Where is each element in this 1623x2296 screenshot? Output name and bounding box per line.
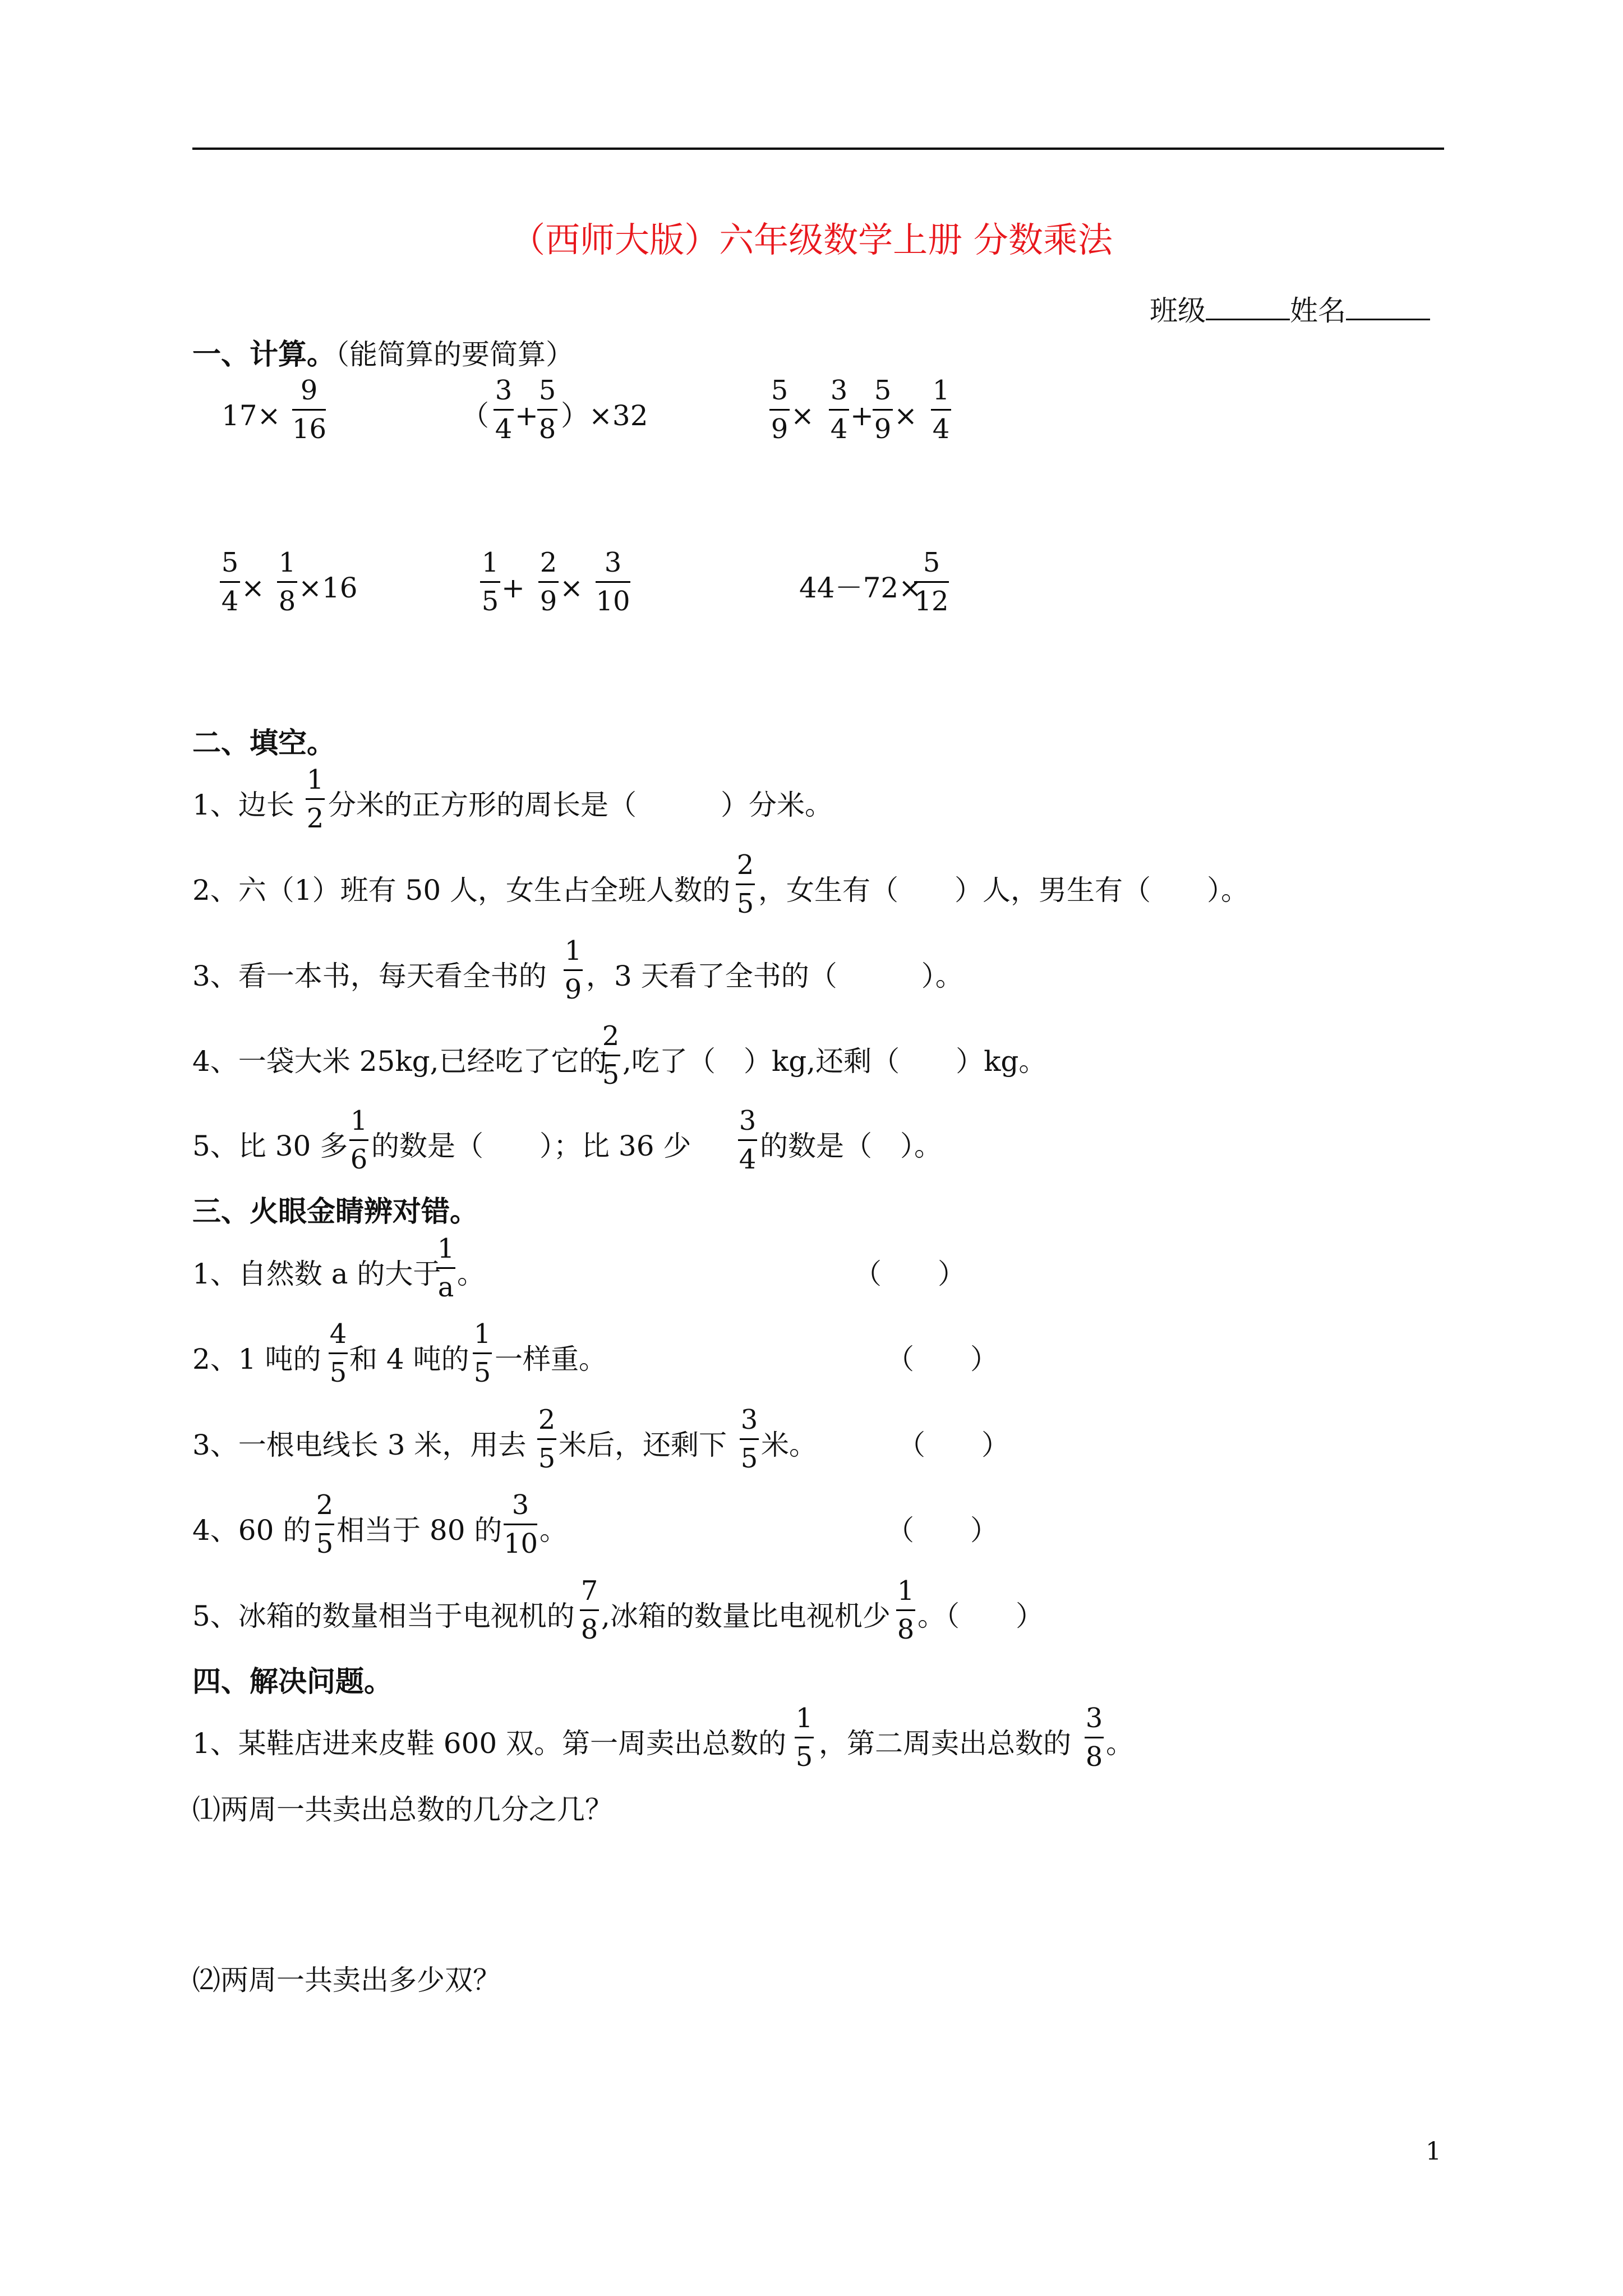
judge-2-answer-paren[interactable]: （ ）: [886, 1343, 998, 1375]
judge-2-text-c: 一样重。: [495, 1343, 607, 1375]
problem-1-fraction-2: 3 8: [1085, 1703, 1103, 1773]
page-number: 1: [1426, 2137, 1441, 2166]
name-blank[interactable]: [1346, 292, 1430, 320]
fill-3-text-b: ，3 天看了全书的（ ）。: [586, 960, 963, 992]
calc-3-op-2: +: [850, 399, 874, 432]
calc-4-post: ×16: [298, 572, 358, 604]
class-blank[interactable]: [1206, 292, 1290, 320]
judge-5-text-c: 。（ ）: [917, 1600, 1044, 1632]
fill-2-text-a: 2、六（1）班有 50 人，女生占全班人数的: [192, 874, 731, 907]
section-1-heading: 一、计算。（能简算的要简算）: [192, 338, 574, 371]
calc-2-fraction-1: 3 4: [494, 375, 514, 445]
judge-5-text-b: ,冰箱的数量比电视机少: [601, 1600, 891, 1632]
class-label: 班级: [1150, 295, 1206, 327]
calc-5-fraction-3: 3 10: [596, 547, 630, 617]
judge-4-text-b: 相当于 80 的: [336, 1514, 502, 1547]
fill-5-fraction-2: 3 4: [739, 1105, 757, 1175]
name-label: 姓名: [1290, 295, 1346, 327]
class-name-line: [1150, 292, 1430, 328]
section-4-heading: 四、解决问题。: [192, 1665, 393, 1699]
judge-4-text-a: 4、60 的: [192, 1514, 311, 1547]
judge-2-fraction-1: 4 5: [329, 1318, 347, 1388]
fill-3-text-a: 3、看一本书，每天看全书的: [192, 960, 547, 992]
fill-4-fraction: 2 5: [602, 1020, 620, 1091]
problem-1-subquestion-2: ⑵两周一共卖出多少双？: [192, 1964, 501, 1996]
calc-3-fraction-4: 1 4: [931, 375, 951, 445]
header-rule: [192, 148, 1444, 150]
section-2-heading: 二、填空。: [192, 727, 336, 760]
judge-3-fraction-1: 2 5: [538, 1404, 556, 1474]
calc-2-open: （: [461, 399, 489, 432]
judge-2-fraction-2: 1 5: [473, 1318, 491, 1388]
calc-5-op-1: +: [501, 572, 525, 604]
problem-1-text-a: 1、某鞋店进来皮鞋 600 双。第一周卖出总数的: [192, 1727, 787, 1760]
calc-5-op-2: ×: [560, 572, 583, 604]
fill-5-fraction-1: 1 6: [350, 1105, 368, 1175]
calc-6-prefix: 44－72×: [799, 572, 923, 604]
judge-4-answer-paren[interactable]: （ ）: [886, 1514, 998, 1547]
judge-1-text-b: 。: [457, 1258, 485, 1290]
judge-1-fraction: 1 a: [437, 1233, 455, 1303]
fill-2-fraction: 2 5: [736, 849, 754, 919]
judge-5-fraction-2: 1 8: [897, 1575, 915, 1645]
fill-5-text-c: 的数是（ ）。: [760, 1130, 942, 1162]
judge-3-text-a: 3、一根电线长 3 米，用去: [192, 1429, 527, 1461]
fill-5-text-b: 的数是（ ）；比 36 少: [371, 1130, 691, 1162]
fill-2-text-b: ，女生有（ ）人，男生有（ ）。: [758, 874, 1249, 907]
fill-1-text-a: 1、边长: [192, 789, 294, 821]
judge-2-text-a: 2、1 吨的: [192, 1343, 321, 1375]
section-1-note: （能简算的要简算）: [335, 338, 574, 371]
judge-4-fraction-2: 3 10: [504, 1489, 538, 1559]
judge-5-text-a: 5、冰箱的数量相当于电视机的: [192, 1600, 575, 1632]
page-title: （西师大版）六年级数学上册 分数乘法: [510, 219, 1113, 260]
calc-5-fraction-2: 2 9: [538, 547, 559, 617]
calc-3-fraction-3: 5 9: [873, 375, 893, 445]
calc-5-fraction-1: 1 5: [480, 547, 500, 617]
fill-4-text-a: 4、一袋大米 25kg,已经吃了它的: [192, 1045, 607, 1078]
calc-3-fraction-2: 3 4: [829, 375, 849, 445]
judge-5-fraction-1: 7 8: [580, 1575, 598, 1645]
judge-3-fraction-2: 3 5: [740, 1404, 758, 1474]
judge-4-text-c: 。: [540, 1514, 568, 1547]
fill-4-text-b: ,吃了（ ）kg,还剩（ ）kg。: [623, 1045, 1047, 1078]
calc-3-op-1: ×: [791, 399, 814, 432]
judge-1-text-a: 1、自然数 a 的大于: [192, 1258, 441, 1290]
judge-3-answer-paren[interactable]: （ ）: [897, 1429, 1009, 1461]
calc-4-fraction-2: 1 8: [277, 547, 297, 617]
fill-3-fraction: 1 9: [564, 935, 582, 1005]
judge-1-answer-paren[interactable]: （ ）: [854, 1258, 966, 1290]
calc-4-op-1: ×: [241, 572, 265, 604]
problem-1-text-b: ，第二周卖出总数的: [819, 1727, 1071, 1760]
calc-2-fraction-2: 5 8: [537, 375, 557, 445]
judge-4-fraction-1: 2 5: [316, 1489, 334, 1559]
section-3-heading: 三、火眼金睛辨对错。: [192, 1195, 479, 1228]
calc-1-prefix: 17×: [222, 399, 281, 432]
calc-1-fraction: 9 16: [292, 375, 327, 445]
fill-1-fraction: 1 2: [306, 764, 324, 834]
calc-2-close: ）×32: [561, 399, 648, 432]
judge-3-text-c: 米。: [761, 1429, 817, 1461]
calc-3-op-3: ×: [894, 399, 917, 432]
calc-4-fraction-1: 5 4: [220, 547, 240, 617]
problem-1-fraction-1: 1 5: [795, 1703, 813, 1773]
fill-1-text-b: 分米的正方形的周长是（ ）分米。: [328, 789, 833, 821]
calc-2-plus: +: [515, 399, 538, 432]
calc-3-fraction-1: 5 9: [769, 375, 790, 445]
judge-3-text-b: 米后，还剩下: [559, 1429, 727, 1461]
problem-1-subquestion-1: ⑴两周一共卖出总数的几分之几？: [192, 1793, 613, 1826]
problem-1-text-c: 。: [1106, 1727, 1134, 1760]
calc-6-fraction: 5 12: [914, 547, 949, 617]
fill-5-text-a: 5、比 30 多: [192, 1130, 348, 1162]
judge-2-text-b: 和 4 吨的: [349, 1343, 469, 1375]
